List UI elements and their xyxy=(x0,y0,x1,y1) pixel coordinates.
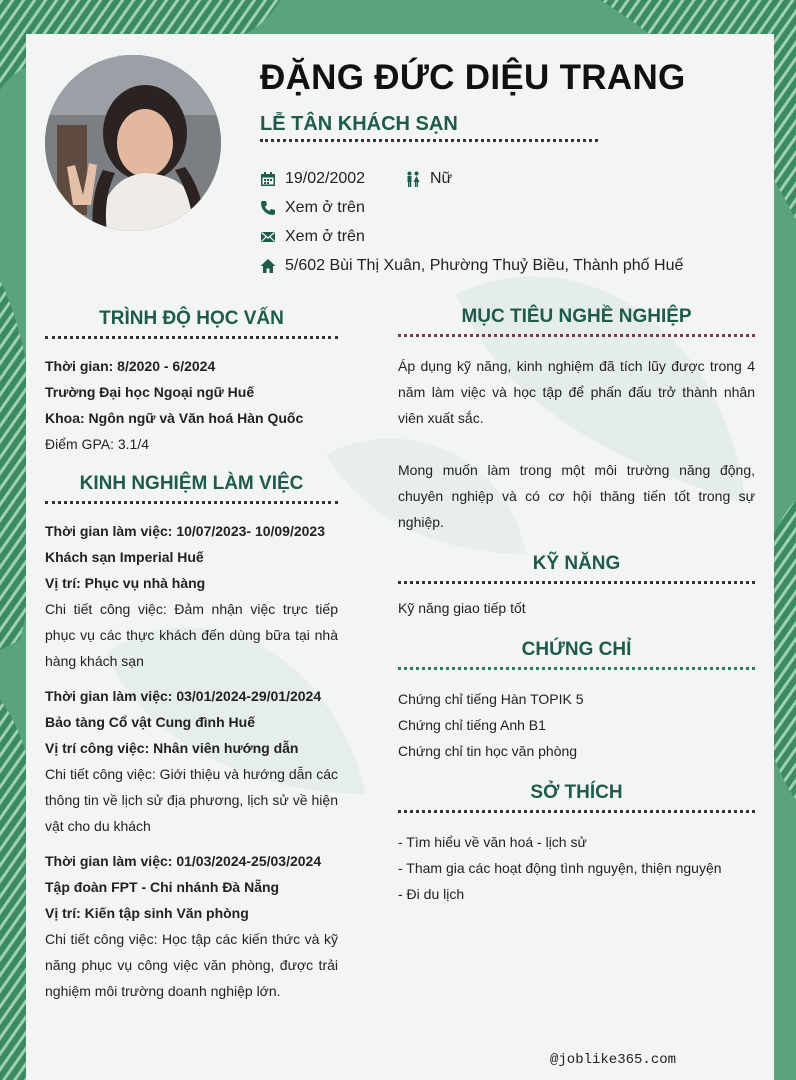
avatar xyxy=(45,55,221,231)
skills-list xyxy=(398,595,755,621)
certificates-list xyxy=(398,686,755,764)
objective-title: MỤC TIÊU NGHỀ NGHIỆP xyxy=(461,306,692,327)
hobby-item: - Tham gia các hoạt động tình nguyện, thiện nguyện xyxy=(398,860,722,876)
job-title: LỄ TÂN KHÁCH SẠN xyxy=(260,113,458,135)
education-time: Thời gian: 8/2020 - 6/2024 xyxy=(45,358,216,374)
objective-paragraph: Mong muốn làm trong một môi trường năng động, chuyên nghiệp và có cơ hội thăng tiến tốt trong sự nghiệp. xyxy=(398,462,755,530)
education-block xyxy=(45,353,338,457)
hobbies-title: SỞ THÍCH xyxy=(530,782,623,803)
home-icon xyxy=(260,258,276,274)
hobby-item: - Đi du lịch xyxy=(398,886,465,902)
gender-row xyxy=(405,168,452,190)
certificate-item: Chứng chỉ tin học văn phòng xyxy=(398,743,578,759)
certificates-divider xyxy=(398,667,755,670)
calendar-icon xyxy=(260,171,276,187)
experience-title: KINH NGHIỆM LÀM VIỆC xyxy=(79,473,304,494)
experience-company: Tập đoàn FPT - Chi nhánh Đà Nẵng xyxy=(45,879,280,895)
gender-icon xyxy=(405,171,421,187)
education-title: TRÌNH ĐỘ HỌC VẤN xyxy=(99,308,284,329)
experience-item xyxy=(45,518,338,674)
experience-position: Vị trí: Phục vụ nhà hàng xyxy=(45,575,206,591)
experience-time: Thời gian làm việc: 03/01/2024-29/01/2024 xyxy=(45,688,322,704)
hobby-item: - Tìm hiểu về văn hoá - lịch sử xyxy=(398,834,587,850)
experience-position: Vị trí công việc: Nhân viên hướng dẫn xyxy=(45,740,299,756)
experience-company: Bảo tàng Cổ vật Cung đình Huế xyxy=(45,714,255,730)
skills-title: KỸ NĂNG xyxy=(532,553,621,574)
education-faculty: Khoa: Ngôn ngữ và Văn hoá Hàn Quốc xyxy=(45,410,304,426)
birthday-row xyxy=(260,168,365,190)
experience-divider xyxy=(45,501,338,504)
objective-block xyxy=(398,353,755,535)
certificate-item: Chứng chỉ tiếng Hàn TOPIK 5 xyxy=(398,691,584,707)
candidate-name: ĐẶNG ĐỨC DIỆU TRANG xyxy=(260,58,686,97)
experience-company: Khách sạn Imperial Huế xyxy=(45,549,204,565)
experience-position: Vị trí: Kiến tập sinh Văn phòng xyxy=(45,905,249,921)
objective-paragraph: Áp dụng kỹ năng, kinh nghiệm đã tích lũy được trong 4 năm làm việc và học tập để phấn đấu trở thành nhân viên xuất sắc. xyxy=(398,358,755,426)
phone-row xyxy=(260,197,365,219)
objective-spacer xyxy=(398,431,755,457)
experience-item xyxy=(45,848,338,1004)
skill-item: Kỹ năng giao tiếp tốt xyxy=(398,600,526,616)
email-row xyxy=(260,226,365,248)
avatar-photo xyxy=(45,55,221,231)
experience-detail: Chi tiết công việc: Giới thiệu và hướng dẫn các thông tin về lịch sử địa phương, lịch sử về hiện vật cho du khách xyxy=(45,766,338,834)
education-school: Trường Đại học Ngoại ngữ Huế xyxy=(45,384,255,400)
experience-detail: Chi tiết công việc: Đảm nhận việc trực tiếp phục vụ các thực khách đến dùng bữa tại nhà hàng khách sạn xyxy=(45,601,338,669)
phone-value[interactable]: Xem ở trên xyxy=(285,199,365,216)
address-value: 5/602 Bùi Thị Xuân, Phường Thuỷ Biều, Thành phố Huế xyxy=(285,257,684,274)
objective-divider xyxy=(398,334,755,337)
birthday-value: 19/02/2002 xyxy=(285,170,366,187)
gender-value: Nữ xyxy=(430,170,453,187)
hobbies-divider xyxy=(398,810,755,813)
experience-detail: Chi tiết công việc: Học tập các kiến thức và kỹ năng phục vụ công việc văn phòng, được trải nghiệm môi trường doanh nghiệp lớn. xyxy=(45,931,338,999)
experience-time: Thời gian làm việc: 01/03/2024-25/03/2024 xyxy=(45,853,322,869)
certificate-item: Chứng chỉ tiếng Anh B1 xyxy=(398,717,546,733)
education-gpa: Điểm GPA: 3.1/4 xyxy=(45,436,150,452)
hobbies-list xyxy=(398,829,755,907)
job-title-divider xyxy=(260,139,598,142)
phone-icon xyxy=(260,200,276,216)
experience-item xyxy=(45,683,338,839)
mail-icon xyxy=(260,229,276,245)
skills-divider xyxy=(398,581,755,584)
email-value[interactable]: Xem ở trên xyxy=(285,228,365,245)
address-row xyxy=(260,255,683,277)
footer-watermark: @joblike365.com xyxy=(550,1052,677,1068)
experience-time: Thời gian làm việc: 10/07/2023- 10/09/2023 xyxy=(45,523,326,539)
education-divider xyxy=(45,336,338,339)
certificates-title: CHỨNG CHỈ xyxy=(521,639,632,660)
